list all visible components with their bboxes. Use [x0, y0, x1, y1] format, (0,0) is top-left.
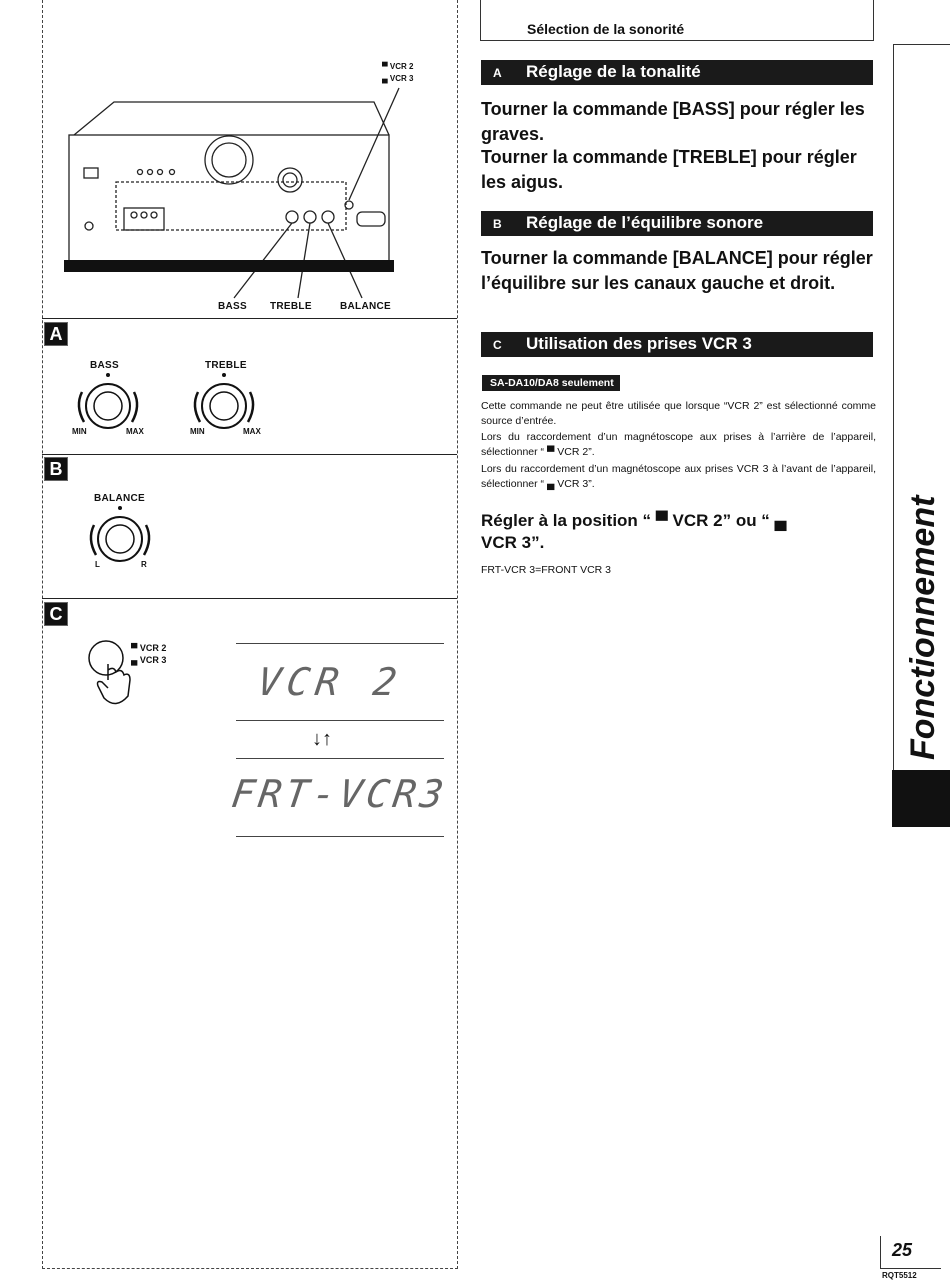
treble-knob-label: TREBLE: [205, 360, 247, 371]
balance-knob-label: BALANCE: [94, 493, 145, 504]
display-rule-2: [236, 720, 444, 721]
bass-knob-label: BASS: [90, 360, 119, 371]
a-instruction-2: Tourner la commande [TREBLE] pour régler les aigus.: [481, 147, 857, 192]
c-note: FRT-VCR 3=FRONT VCR 3: [481, 564, 612, 576]
bass-min: MIN: [72, 427, 87, 436]
section-b-badge: B: [44, 457, 68, 481]
switch-vcr3-label: ▄ VCR 3: [131, 655, 167, 665]
heading-b-title: Réglage de l’équilibre sonore: [526, 213, 764, 232]
heading-b-letter: B: [493, 217, 502, 231]
display-vcr2: VCR 2: [254, 660, 406, 704]
sidebar-tab: [892, 770, 950, 827]
heading-b: [481, 211, 873, 236]
diagram-vcr3-label: ▄ VCR 3: [382, 74, 414, 83]
c-instruction: Régler à la position “ ▀ VCR 2” ou “ ▄ VCR 3”.: [481, 511, 787, 552]
diagram-treble-label: TREBLE: [270, 301, 312, 312]
toggle-arrows-icon: ↓↑: [312, 728, 332, 750]
divider-c: [42, 598, 457, 599]
switch-vcr2-label: ▀ VCR 2: [131, 643, 167, 653]
model-tag: SA-DA10/DA8 seulement: [482, 375, 620, 391]
c-paragraph-1: Cette commande ne peut être utilisée que lorsque “VCR 2” est sélectionné comme source d’entrée.: [481, 400, 876, 427]
display-rule-1: [236, 643, 444, 644]
section-c-badge: C: [44, 602, 68, 626]
bass-max: MAX: [126, 427, 144, 436]
balance-r: R: [141, 560, 147, 569]
document-code: RQT5512: [882, 1271, 917, 1280]
heading-a-letter: A: [493, 66, 502, 80]
display-rule-4: [236, 836, 444, 837]
treble-min: MIN: [190, 427, 205, 436]
balance-knob-icon: [82, 505, 162, 569]
heading-c-letter: C: [493, 338, 502, 352]
heading-a-title: Réglage de la tonalité: [526, 62, 701, 81]
diagram-balance-label: BALANCE: [340, 301, 391, 312]
treble-max: MAX: [243, 427, 261, 436]
display-rule-3: [236, 758, 444, 759]
divider-b: [42, 454, 457, 455]
balance-l: L: [95, 560, 100, 569]
c-paragraph-3: Lors du raccordement d’un magnétoscope aux prises VCR 3 à l’avant de l’appareil, sélectionner “ ▄ VCR 3”.: [481, 463, 876, 490]
c-paragraph-2: Lors du raccordement d’un magnétoscope aux prises à l’arrière de l’appareil, sélectionner “ ▀ VCR 2”.: [481, 431, 876, 458]
b-instruction: Tourner la commande [BALANCE] pour régler l’équilibre sur les canaux gauche et droit.: [481, 248, 873, 293]
diagram-bass-label: BASS: [218, 301, 247, 312]
diagram-vcr2-label: ▀ VCR 2: [382, 62, 414, 71]
divider-a: [42, 318, 457, 319]
sidebar-section-word: Fonctionnement: [904, 495, 942, 760]
section-a-badge: A: [44, 322, 68, 346]
heading-a: [481, 60, 873, 85]
display-frt-vcr3: FRT-VCR3: [228, 772, 451, 816]
page-number: 25: [892, 1240, 913, 1260]
a-instruction-1: Tourner la commande [BASS] pour régler les graves.: [481, 99, 865, 144]
heading-c: [481, 332, 873, 357]
heading-c-title: Utilisation des prises VCR 3: [526, 334, 752, 353]
section-title: Sélection de la sonorité: [527, 21, 685, 37]
